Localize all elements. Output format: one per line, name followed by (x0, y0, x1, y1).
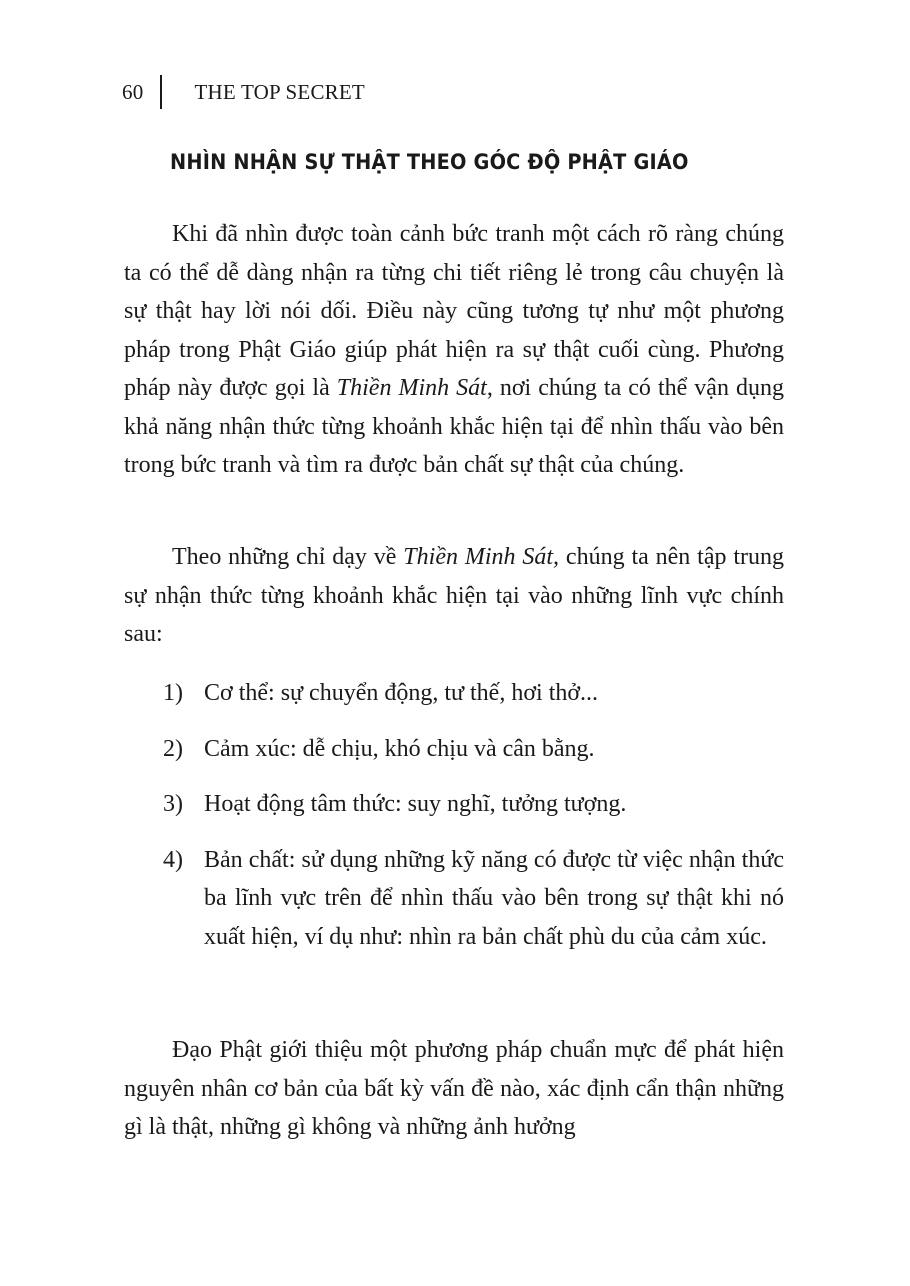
paragraph-1-emphasis: Thiền Minh Sát (336, 375, 487, 401)
list-item-number: 1) (163, 680, 183, 706)
list-item-text: Hoạt động tâm thức: suy nghĩ, tưởng tượng. (204, 791, 627, 817)
list-item (163, 730, 784, 769)
paragraph-1 (124, 215, 784, 485)
list-item-text: Bản chất: sử dụng những kỹ năng có được từ việc nhận thức ba lĩnh vực trên để nhìn thấu vào bên trong sự thật khi nó xuất hiện, ví dụ như: nhìn ra bản chất phù du của cảm xúc. (204, 846, 784, 950)
paragraph-1-text-after: , nơi chúng ta có thể vận dụng khả năng nhận thức từng khoảnh khắc hiện tại để nhìn thấu vào bên trong bức tranh và tìm ra được bản chất sự thật của chúng. (124, 375, 784, 478)
paragraph-2-emphasis: Thiền Minh Sát, (403, 544, 560, 570)
paragraph-2-text-before: Theo những chỉ dạy về (172, 544, 404, 570)
list-item (163, 674, 784, 713)
paragraph-1-text-before: Khi đã nhìn được toàn cảnh bức tranh một cách rõ ràng chúng ta có thể dễ dàng nhận ra từng chi tiết riêng lẻ trong câu chuyện là sự thật hay lời nói dối. Điều này cũng tương tự như một phương pháp trong Phật Giáo giúp phát hiện ra sự thật cuối cùng. Phương pháp này được gọi là (124, 221, 784, 401)
book-title: THE TOP SECRET (194, 79, 365, 104)
paragraph-2-text-after: chúng ta nên tập trung sự nhận thức từng khoảnh khắc hiện tại vào những lĩnh vực chính sau: (124, 544, 785, 647)
section-heading: NHÌN NHẬN SỰ THẬT THEO GÓC ĐỘ PHẬT GIÁO (170, 150, 689, 174)
list-item-text: Cơ thể: sự chuyển động, tư thế, hơi thở... (204, 680, 599, 706)
list-item-number: 4) (163, 846, 183, 873)
list-item-number: 3) (163, 791, 183, 817)
running-header (122, 76, 365, 108)
paragraph-3-text: Đạo Phật giới thiệu một phương pháp chuẩn mực để phát hiện nguyên nhân cơ bản của bất kỳ vấn đề nào, xác định cẩn thận những gì là thật, những gì không và những ảnh hưởng (124, 1037, 784, 1140)
header-divider (160, 75, 162, 109)
list-item-number: 2) (163, 735, 183, 762)
list-item-text: Cảm xúc: dễ chịu, khó chịu và cân bằng. (204, 735, 595, 762)
page-number: 60 (122, 79, 144, 104)
paragraph-2 (124, 538, 784, 654)
list-item (163, 841, 784, 957)
list-item (163, 785, 784, 824)
focus-areas-list (163, 674, 784, 973)
paragraph-3 (124, 1031, 784, 1147)
